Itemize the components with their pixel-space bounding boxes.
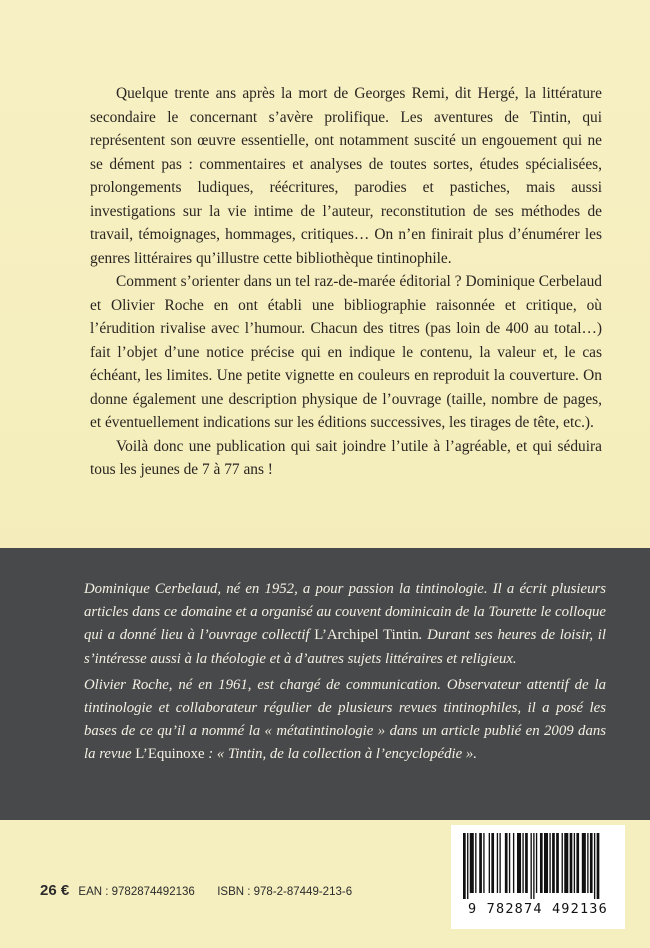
bio-roche-text: Olivier Roche, né en 1961, est chargé de communication. Observateur attentif de la tintinologie et collaborateur régulier de plusieurs revues tintinophiles, il a posé les bases de ce qu’il a nommé la « métatintinologie » dans un article publié en 2009 dans la revue: [84, 676, 606, 763]
blurb-paragraph: Quelque trente ans après la mort de Georges Remi, dit Hergé, la littérature secondaire le concernant s’avère prolifique. Les aventures de Tintin, qui représentent son œuvre essentielle, ont notamment suscité un engouement qui ne se dément pas : commentaires et analyses de toutes sortes, études spécialisées, prolongements ludiques, réécritures, parodies et pastiches, mais aussi investigations sur la vie intime de l’auteur, reconstitution de ses méthodes de travail, témoignages, hommages, critiques… On n’en finirait plus d’énumérer les genres littéraires qu’illustre cette bibliothèque tintinophile.: [90, 85, 602, 267]
bio-roche-text-end: : « Tintin, de la collection à l’encyclopédie ».: [204, 746, 477, 763]
ean-code: EAN : 9782874492136: [78, 886, 195, 898]
bio-cerbelaud: [84, 578, 606, 671]
barcode: [451, 825, 625, 929]
bio-cerbelaud-text: Dominique Cerbelaud, né en 1952, a pour passion la tintinologie. Il a écrit plusieurs articles dans ce domaine et a organisé au couvent dominicain de la Tourette le colloque qui a donné lieu à l’ouvrage collectif: [84, 581, 606, 644]
barcode-bars: [461, 833, 615, 899]
price: 26 €: [40, 882, 70, 899]
bio-roche: [84, 674, 606, 767]
blurb-paragraph: Voilà donc une publication qui sait joindre l’utile à l’agréable, et qui séduira tous les jeunes de 7 à 77 ans !: [90, 437, 602, 478]
author-bios: [84, 578, 606, 770]
blurb-paragraph: Comment s’orienter dans un tel raz-de-marée éditorial ? Dominique Cerbelaud et Olivier Roche en ont établi une bibliographie raisonnée et critique, où l’érudition rivalise avec l’humour. Chacun des titres (pas loin de 400 au total…) fait l’objet d’une notice précise qui en indique le contenu, la valeur et, le cas échéant, les limites. Une petite vignette en couleurs en reproduit la couverture. On donne également une description physique de l’ouvrage (taille, nombre de pages, et éventuellement indications sur les éditions successives, les tirages de tête, etc.).: [90, 273, 602, 431]
bio-cerbelaud-text-end: . Durant ses heures de loisir, il s’intéresse aussi à la théologie et à d’autres sujets littéraires et religieux.: [84, 627, 606, 667]
barcode-digits: 9 782874 492136: [468, 901, 608, 917]
journal-title: L’Equinoxe: [135, 746, 205, 763]
isbn-code: ISBN : 978-2-87449-213-6: [217, 886, 353, 898]
summary-blurb: [90, 82, 602, 482]
price-info: [40, 882, 352, 899]
work-title: L’Archipel Tintin: [314, 627, 419, 644]
